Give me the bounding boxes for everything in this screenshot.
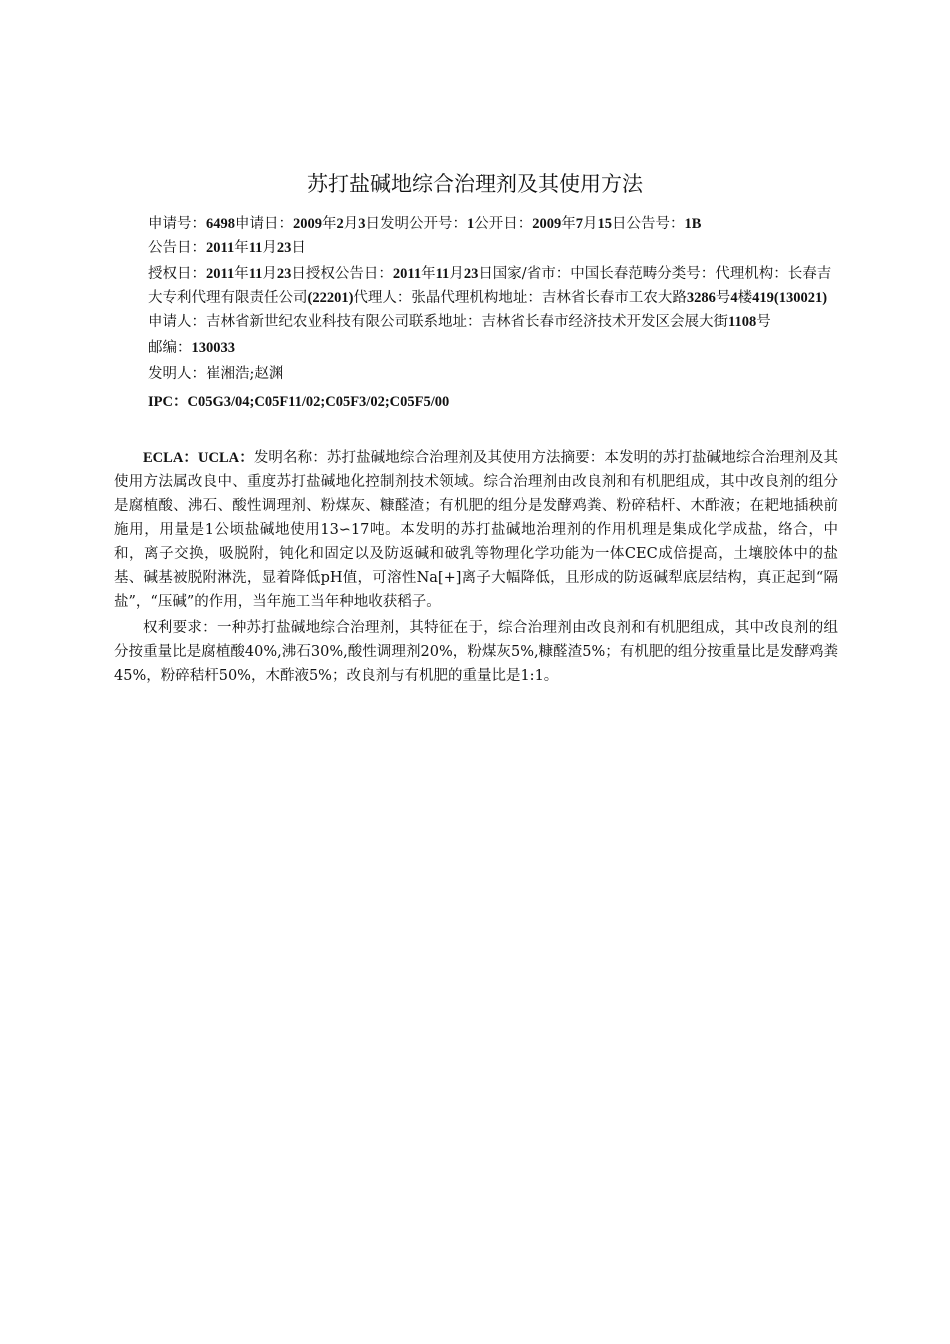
claims-text: 权利要求：一种苏打盐碱地综合治理剂，其特征在于，综合治理剂由改良剂和有机肥组成，其中改良剂的组分按重量比是腐植酸40%,沸石30%,酸性调理剂20%，粉煤灰5%,糠醛渣5%；有机肥的组分按重量比是发酵鸡粪45%，粉碎秸杆50%，木酢液5%；改良剂与有机肥的重量比是1:1。 xyxy=(114,620,838,684)
label-grant-date: 授权日： xyxy=(148,266,206,282)
room-number: 419(130021) xyxy=(752,290,828,306)
meta-ipc-line xyxy=(148,390,838,414)
month-char: 月 xyxy=(583,216,598,232)
label-inventors: 发明人： xyxy=(148,366,206,382)
month-char: 月 xyxy=(262,240,277,256)
meta-postcode-line xyxy=(148,336,838,360)
label-ecla-ucla: ECLA：UCLA： xyxy=(143,450,254,466)
agency-code: (22201) xyxy=(307,290,354,306)
patent-metadata xyxy=(148,212,838,416)
label-ipc: IPC： xyxy=(148,394,188,410)
grant-publication-month: 11 xyxy=(435,266,450,282)
label-notice-date: 公告日： xyxy=(148,240,206,256)
postcode: 130033 xyxy=(191,340,235,356)
notice-year: 2011 xyxy=(206,240,235,256)
hao-char: 号 xyxy=(715,290,731,306)
publication-number: 1 xyxy=(467,216,475,232)
grant-publication-day: 23 xyxy=(463,266,479,282)
meta-grant-line xyxy=(148,262,838,334)
day-char: 日 xyxy=(291,240,306,256)
floor-number: 4 xyxy=(730,290,738,306)
notice-day: 23 xyxy=(276,240,292,256)
month-char: 月 xyxy=(449,266,464,282)
hao-char: 号 xyxy=(756,314,771,330)
year-char: 年 xyxy=(561,216,576,232)
claims-paragraph xyxy=(114,616,838,688)
applicant-contact-text: 申请人：吉林省新世纪农业科技有限公司联系地址：吉林省长春市经济技术开发区会展大街 xyxy=(148,314,728,330)
country-agency-text: 日国家/省市：中国长春范畴分类号：代理机构：长春吉大专利代理有限责任公司 xyxy=(148,266,832,306)
document-title: 苏打盐碱地综合治理剂及其使用方法 xyxy=(307,172,643,196)
label-publication-no: 日发明公开号： xyxy=(365,216,467,232)
application-year: 2009 xyxy=(293,216,322,232)
meta-application-line xyxy=(148,212,838,260)
application-month: 2 xyxy=(336,216,344,232)
meta-inventor-line xyxy=(148,362,838,386)
application-day: 3 xyxy=(358,216,366,232)
year-char: 年 xyxy=(234,266,249,282)
label-application-no: 申请号： xyxy=(148,216,206,232)
abstract-text: 发明名称：苏打盐碱地综合治理剂及其使用方法摘要：本发明的苏打盐碱地综合治理剂及其使用方法属改良中、重度苏打盐碱地化控制剂技术领域。综合治理剂由改良剂和有机肥组成，其中改良剂的组分是腐植酸、沸石、酸性调理剂、粉煤灰、糠醛渣；有机肥的组分是发酵鸡粪、粉碎秸杆、木酢液；在耙地插秧前施用，用量是1公顷盐碱地使用13∽17吨。本发明的苏打盐碱地治理剂的作用机理是集成化学成盐，络合，中和，离子交换，吸脱附，钝化和固定以及防返碱和破乳等物理化学功能为一体CEC成倍提高，土壤胶体中的盐基、碱基被脱附淋洗，显着降低pH值，可溶性Na[+]离子大幅降低，且形成的防返碱犁底层结构，真正起到“隔盐”，“压碱”的作用，当年施工当年种地收获稻子。 xyxy=(114,450,839,610)
address-number: 3286 xyxy=(686,290,716,306)
grant-year: 2011 xyxy=(206,266,235,282)
label-grant-publication-date: 日授权公告日： xyxy=(291,266,393,282)
ipc-codes: C05G3/04;C05F11/02;C05F3/02;C05F5/00 xyxy=(187,394,450,410)
month-char: 月 xyxy=(262,266,277,282)
publication-year: 2009 xyxy=(532,216,562,232)
notice-number: 1B xyxy=(684,216,702,232)
month-char: 月 xyxy=(343,216,359,232)
agent-address-text: 代理人：张晶代理机构地址：吉林省长春市工农大路 xyxy=(353,290,687,306)
abstract-paragraph xyxy=(114,446,838,614)
year-char: 年 xyxy=(322,216,337,232)
lou-char: 楼 xyxy=(737,290,753,306)
label-application-date: 申请日： xyxy=(235,216,293,232)
label-notice-no: 日公告号： xyxy=(612,216,685,232)
document-body xyxy=(114,446,838,688)
publication-day: 15 xyxy=(597,216,612,232)
label-publication-date: 公开日： xyxy=(474,216,533,232)
year-char: 年 xyxy=(234,240,249,256)
inventors: 崔湘浩;赵渊 xyxy=(206,366,284,382)
street-number: 1108 xyxy=(728,314,757,330)
notice-month: 11 xyxy=(248,240,263,256)
grant-publication-year: 2011 xyxy=(392,266,422,282)
publication-month: 7 xyxy=(575,216,583,232)
year-char: 年 xyxy=(421,266,436,282)
grant-day: 23 xyxy=(276,266,292,282)
application-number: 6498 xyxy=(206,216,235,232)
label-postcode: 邮编： xyxy=(148,340,192,356)
grant-month: 11 xyxy=(248,266,263,282)
